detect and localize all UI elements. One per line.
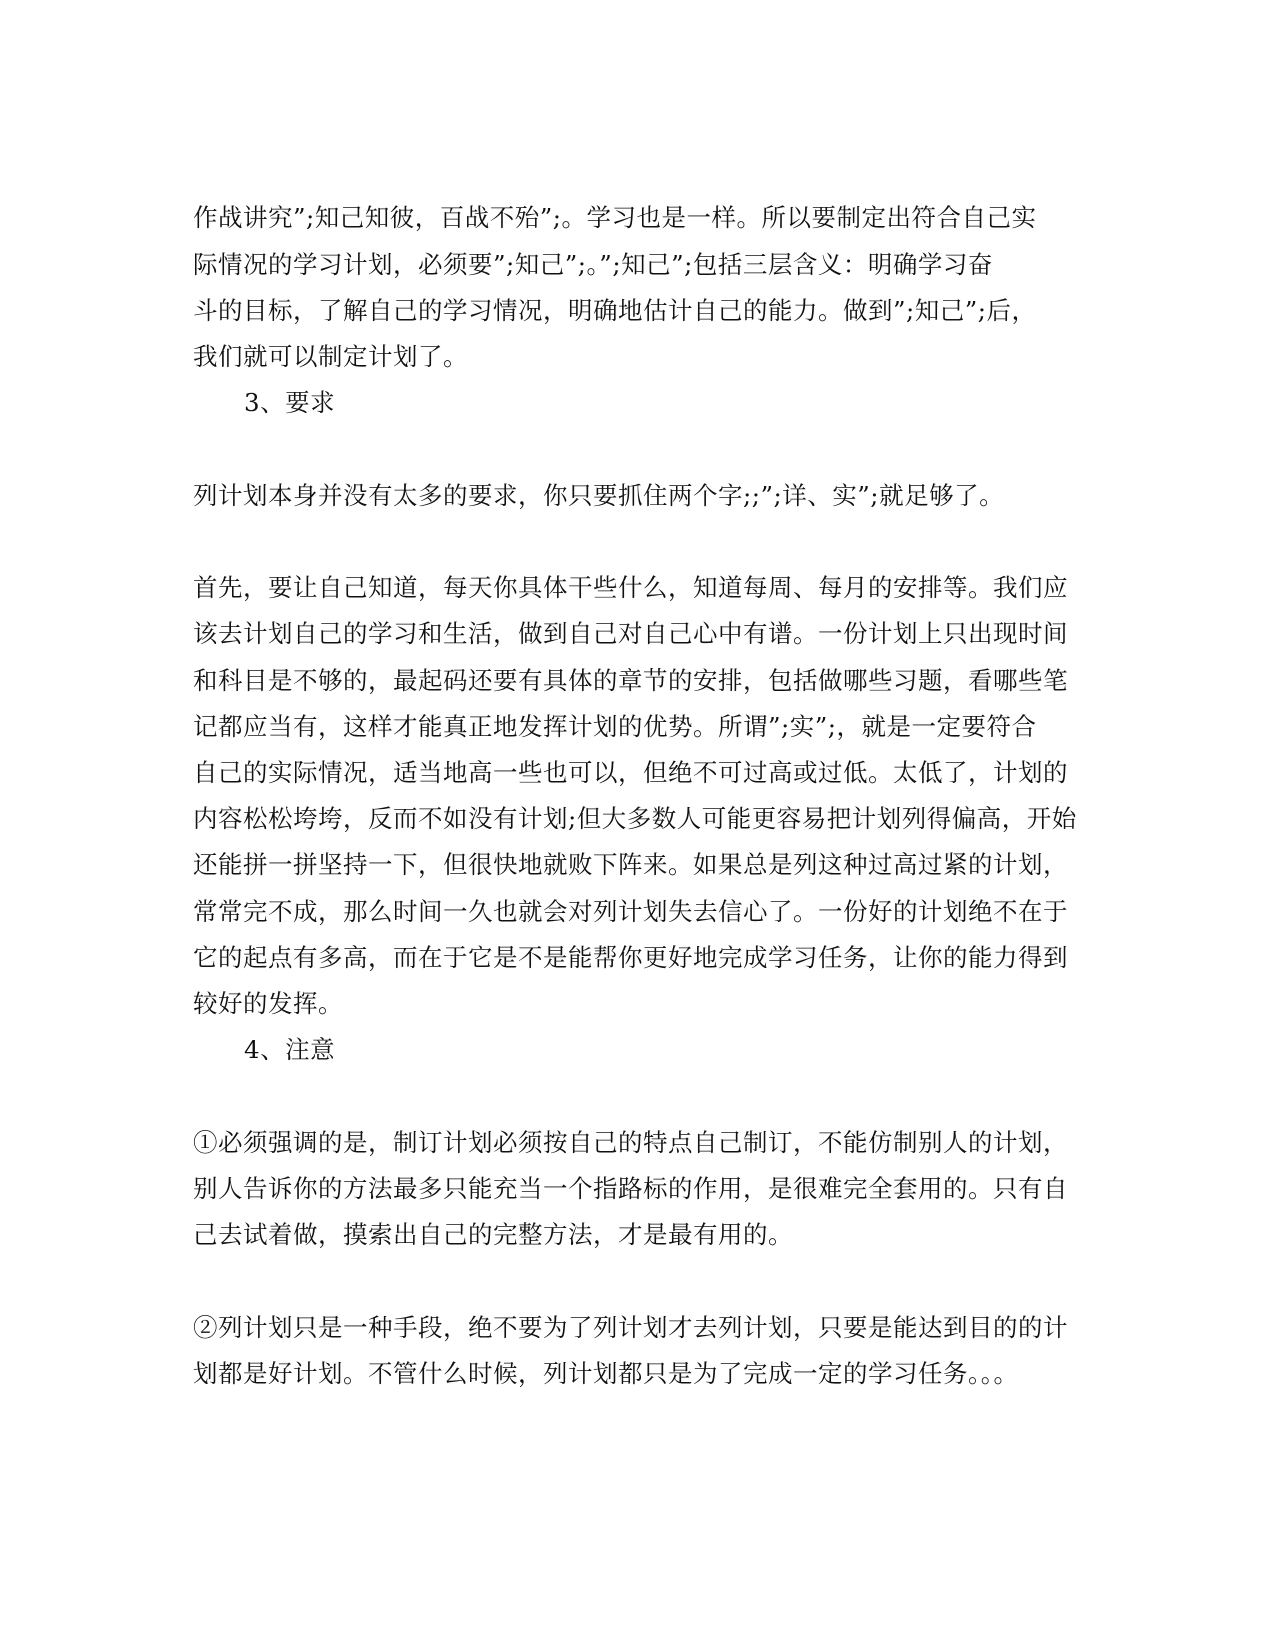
section-4-heading: 4、注意 — [244, 1035, 336, 1064]
paragraph-4-line-2: 别人告诉你的方法最多只能充当一个指路标的作用，是很难完全套用的。只有自 — [193, 1174, 1068, 1203]
paragraph-4-line-3: 己去试着做，摸索出自己的完整方法，才是最有用的。 — [193, 1220, 793, 1249]
paragraph-3-line-6: 内容松松垮垮，反而不如没有计划;但大多数人可能更容易把计划列得偏高，开始 — [193, 804, 1077, 833]
paragraph-3-line-1: 首先，要让自己知道，每天你具体干些什么，知道每周、每月的安排等。我们应 — [193, 573, 1068, 602]
paragraph-3-line-10: 较好的发挥。 — [193, 989, 343, 1018]
paragraph-3-line-8: 常常完不成，那么时间一久也就会对列计划失去信心了。一份好的计划绝不在于 — [193, 897, 1068, 926]
paragraph-1-line-2: 际情况的学习计划，必须要”;知己”;。”;知己”;包括三层含义：明确学习奋 — [193, 250, 993, 279]
section-3-heading: 3、要求 — [244, 388, 336, 417]
paragraph-3-line-5: 自己的实际情况，适当地高一些也可以，但绝不可过高或过低。太低了，计划的 — [193, 758, 1068, 787]
paragraph-3-line-2: 该去计划自己的学习和生活，做到自己对自己心中有谱。一份计划上只出现时间 — [193, 619, 1068, 648]
paragraph-1-line-1: 作战讲究”;知己知彼，百战不殆”;。学习也是一样。所以要制定出符合自己实 — [193, 203, 1037, 232]
paragraph-3-line-9: 它的起点有多高，而在于它是不是能帮你更好地完成学习任务，让你的能力得到 — [193, 943, 1068, 972]
paragraph-2-line-1: 列计划本身并没有太多的要求，你只要抓住两个字;;”;详、实”;就足够了。 — [193, 481, 1005, 510]
paragraph-3-line-3: 和科目是不够的，最起码还要有具体的章节的安排，包括做哪些习题，看哪些笔 — [193, 666, 1068, 695]
paragraph-1-line-3: 斗的目标，了解自己的学习情况，明确地估计自己的能力。做到”;知己”;后， — [193, 296, 1037, 325]
paragraph-4-line-1: ①必须强调的是，制订计划必须按自己的特点自己制订，不能仿制别人的计划， — [193, 1128, 1068, 1157]
paragraph-3-line-4: 记都应当有，这样才能真正地发挥计划的优势。所谓”;实”;，就是一定要符合 — [193, 712, 1037, 741]
paragraph-1-line-4: 我们就可以制定计划了。 — [193, 342, 468, 371]
paragraph-5-line-2: 划都是好计划。不管什么时候，列计划都只是为了完成一定的学习任务。。。 — [193, 1359, 1019, 1388]
paragraph-5-line-1: ②列计划只是一种手段，绝不要为了列计划才去列计划，只要是能达到目的的计 — [193, 1313, 1068, 1342]
paragraph-3-line-7: 还能拼一拼坚持一下，但很快地就败下阵来。如果总是列这种过高过紧的计划， — [193, 850, 1068, 879]
